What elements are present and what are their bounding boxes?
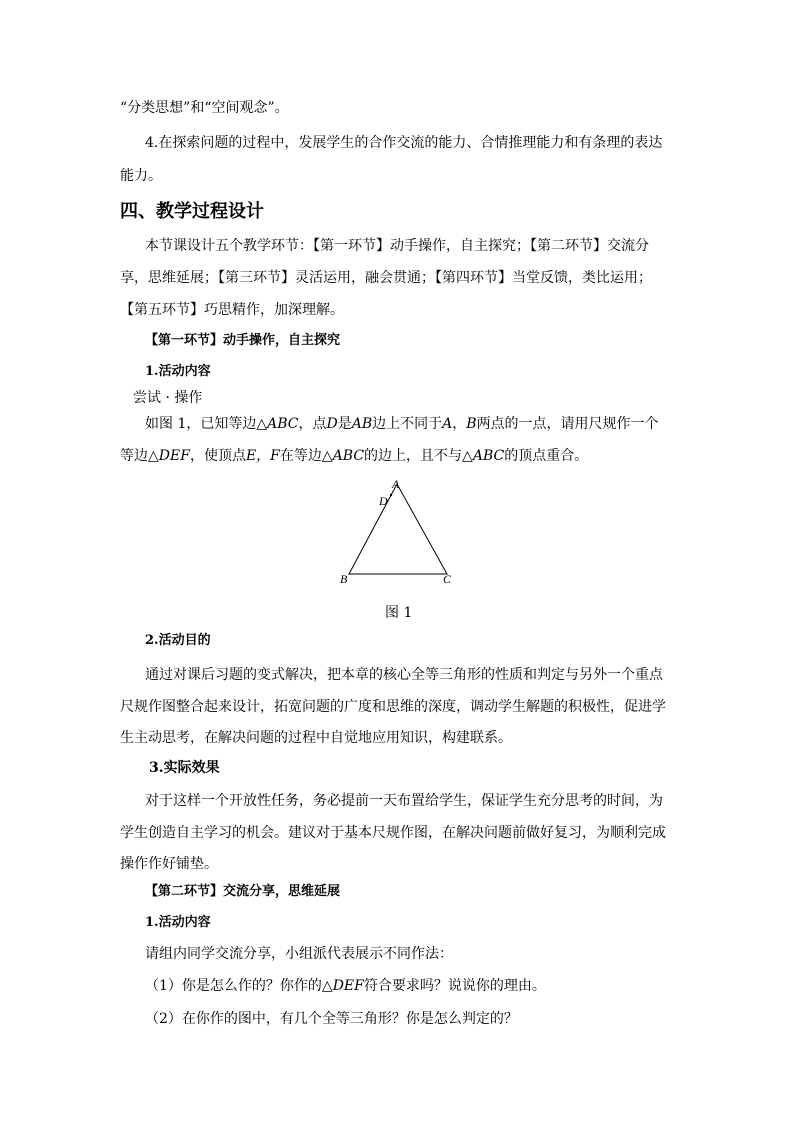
text-line: 本节课设计五个教学环节：【第一环节】动手操作，自主探究；【第二环节】交流分 [145,238,649,254]
text-segment: 两点的一点，请用尺规作一个 [476,416,659,432]
italic-symbol: E，F [245,448,280,464]
text-segment: 在等边△ [279,448,333,464]
point-d [390,494,392,496]
subheading: 1.活动内容 [145,364,211,379]
text-line: 生主动思考，在解决问题的过程中自觉地应用知识，构建联系。 [120,730,512,746]
italic-symbol: DEF [332,978,364,994]
text-line: 通过对课后习题的变式解决，把本章的核心全等三角形的性质和判定与另外一个重点 [145,667,663,683]
text-line: “分类思想”和“空间观念”。 [120,100,289,116]
text-segment: （1）你是怎么作的？你作的△ [145,978,333,994]
italic-symbol: AB [351,416,373,432]
subheading: 【第二环节】交流分享，思维延展 [145,884,341,899]
text-segment: 边上不同于 [372,416,443,432]
text-line: 请组内同学交流分享，小组派代表展示不同作法： [145,946,453,962]
label-c: C [443,572,452,586]
text-line: 尺规作图整合起来设计，拓宽问题的广度和思维的深度，调动学生解题的积极性，促进学 [120,699,666,715]
subheading: 【第一环节】动手操作，自主探究 [145,333,341,348]
figure-caption: 图 1 [385,605,413,621]
subheading: 2.活动目的 [145,633,211,648]
question-2: （2）在你作的图中，有几个全等三角形？你是怎么判定的？ [145,1011,518,1027]
text-segment: 是 [337,416,352,432]
text-line: 享，思维延展；【第三环节】灵活运用，融会贯通；【第四环节】当堂反馈，类比运用； [120,270,652,286]
text-segment: 如图 1，已知等边△ [145,416,268,432]
label-b: B [340,572,348,586]
text-segment: ， [452,416,467,432]
text-line: 学生创造自主学习的机会。建议对于基本尺规作图，在解决问题前做好复习，为顺利完成 [120,825,666,841]
text-segment: 符合要求吗？说说你的理由。 [363,978,546,994]
text-segment: ，使顶点 [189,448,246,464]
section-heading: 四、教学过程设计 [120,201,264,222]
text-line: 4.在探索问题的过程中，发展学生的合作交流的能力、合情推理能力和有条理的表达 [145,135,663,151]
italic-symbol: ABC [472,448,505,464]
text-segment: 等边△ [120,448,159,464]
label-d: D [379,494,388,508]
triangle-figure [330,474,470,594]
text-line: 【第五环节】巧思精作，加深理解。 [120,302,344,318]
text-line: 尝试 · 操作 [133,390,203,406]
subheading: 1.活动内容 [145,915,211,930]
label-a: A [392,477,400,491]
text-line: 操作作好铺垫。 [120,856,218,872]
triangle-abc [349,484,447,574]
italic-symbol: DEF [158,448,190,464]
problem-line-1 [145,416,659,432]
italic-symbol: A [442,416,453,432]
italic-symbol: B [466,416,477,432]
text-line: 对于这样一个开放性任务，务必提前一天布置给学生，保证学生充分思考的时间，为 [145,793,663,809]
text-line: 能力。 [120,168,162,184]
subheading: 3.实际效果 [149,760,220,776]
text-segment: 的顶点重合。 [504,448,589,464]
problem-line-2 [120,448,588,464]
italic-symbol: ABC [267,416,299,432]
text-segment: ，点 [298,416,327,432]
italic-symbol: D [326,416,338,432]
italic-symbol: ABC [332,448,365,464]
text-segment: 的边上，且不与△ [364,448,473,464]
question-1 [145,978,546,994]
